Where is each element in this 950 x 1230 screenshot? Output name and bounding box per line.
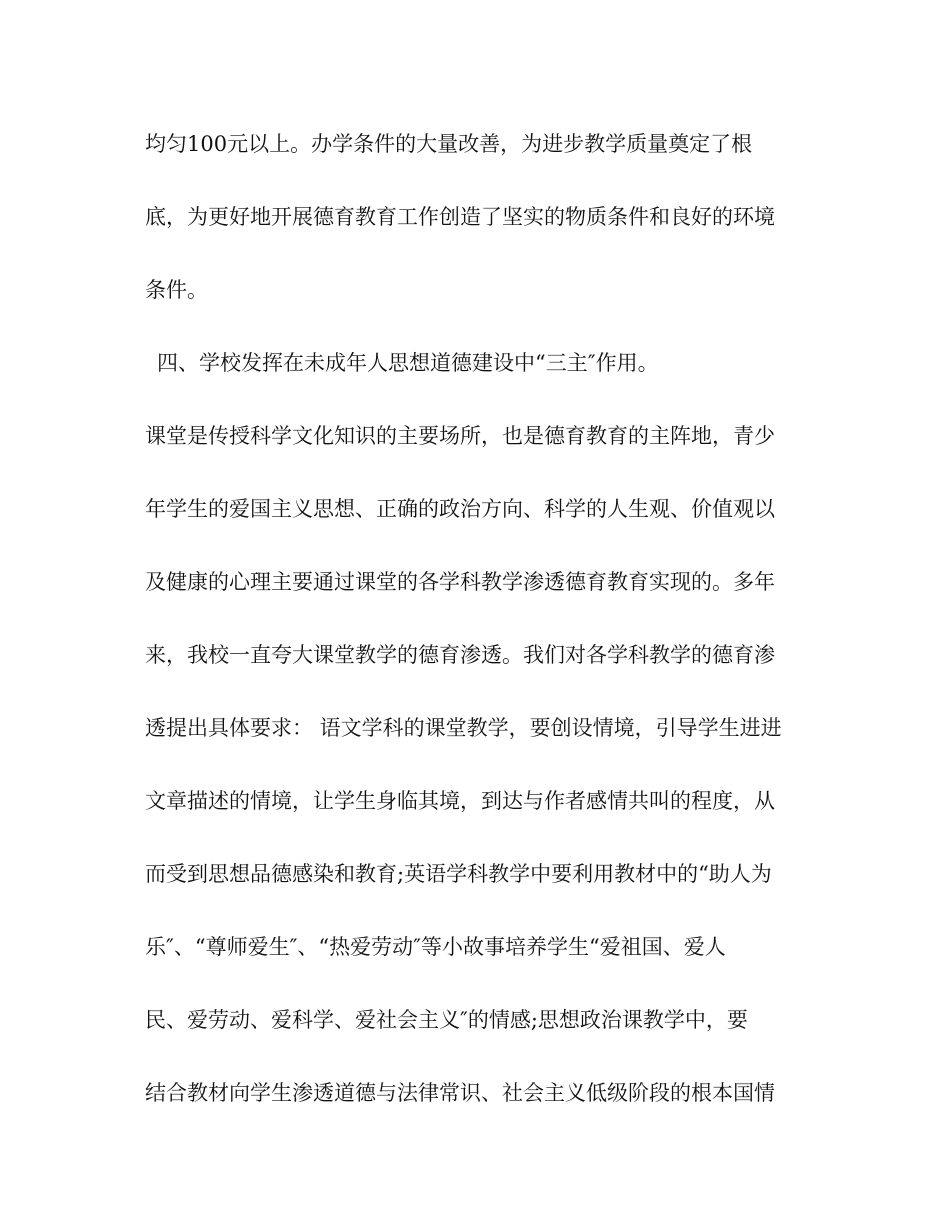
- text-line: 文章描述的情境，让学生身临其境，到达与作者感情共叫的程度，从: [145, 789, 775, 813]
- text-line: 透提出具体要求： 语文学科的课堂教学，要创设情境，引导学生进进: [145, 716, 782, 740]
- text-line: 及健康的心理主要通过课堂的各学科教学渗透德育教育实现的。多年: [145, 570, 775, 594]
- text-line: 而受到思想品德感染和教育;英语学科教学中要利用教材中的“助人为: [145, 862, 772, 886]
- text-line: 底，为更好地开展德育教育工作创造了坚实的物质条件和良好的环境: [145, 205, 775, 229]
- text-line: 年学生的爱国主义思想、正确的政治方向、科学的人生观、价值观以: [145, 497, 775, 521]
- section-heading: 四、学校发挥在未成年人思想道德建设中“三主″作用。: [157, 351, 659, 375]
- text-line: 条件。: [145, 278, 208, 302]
- text-line: 均匀100元以上。办学条件的大量改善，为进步教学质量奠定了根: [145, 132, 753, 156]
- text-line: 乐″、“尊师爱生″、“热爱劳动″等小故事培养学生“爱祖国、爱人: [145, 935, 726, 959]
- text-line: 课堂是传授科学文化知识的主要场所，也是德育教育的主阵地，青少: [145, 424, 775, 448]
- text-line: 来，我校一直夸大课堂教学的德育渗透。我们对各学科教学的德育渗: [145, 643, 775, 667]
- text-line: 民、爱劳动、爱科学、爱社会主义″的情感;思想政治课教学中，要: [145, 1008, 748, 1032]
- text-line: 结合教材向学生渗透道德与法律常识、社会主义低级阶段的根本国情: [145, 1081, 775, 1105]
